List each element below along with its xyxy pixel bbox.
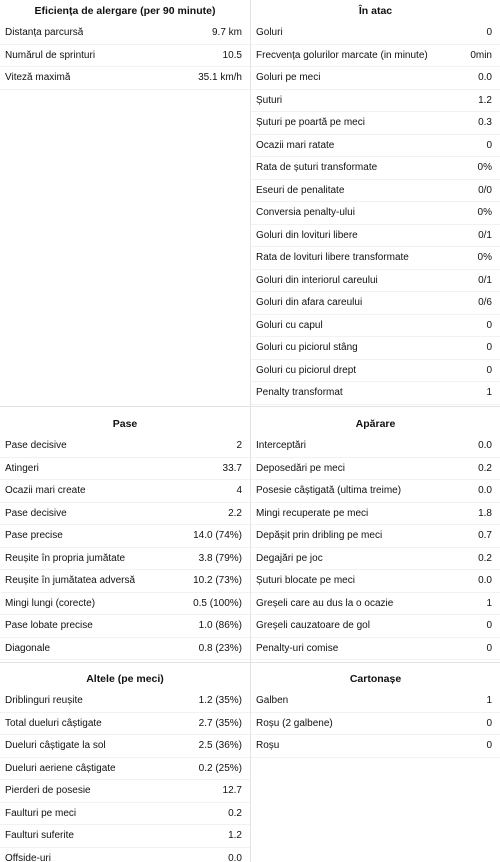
stat-row xyxy=(251,360,500,383)
stat-row xyxy=(251,382,500,405)
attack-section xyxy=(251,0,500,405)
stat-value: 33.7 xyxy=(222,462,242,474)
stat-row xyxy=(0,458,250,481)
stat-row xyxy=(251,713,500,736)
stat-value: 0/6 xyxy=(478,297,492,308)
stat-row xyxy=(0,690,250,713)
stat-row xyxy=(251,112,500,135)
running-section xyxy=(0,0,250,90)
running-title: Eficiența de alergare (per 90 minute) xyxy=(34,5,216,17)
stat-value: 35.1 km/h xyxy=(198,72,242,83)
stat-label: Total dueluri câștigate xyxy=(5,717,102,729)
stat-value: 0/1 xyxy=(478,229,492,241)
stat-label: Posesie câștigată (ultima treime) xyxy=(256,485,402,496)
stat-row xyxy=(251,570,500,593)
stat-row xyxy=(0,570,250,593)
attack-rows xyxy=(251,22,500,405)
attack-title: În atac xyxy=(358,5,393,17)
stat-label: Rata de lovituri libere transformate xyxy=(256,252,409,263)
stat-label: Mingi lungi (corecte) xyxy=(5,597,96,609)
stat-row xyxy=(251,593,500,616)
defense-title: Apărare xyxy=(355,418,396,430)
stat-row xyxy=(251,180,500,203)
stat-value: 2.5 (36%) xyxy=(198,740,242,751)
stat-row xyxy=(251,548,500,571)
stat-value: 0.2 xyxy=(478,552,492,564)
stat-value: 0 xyxy=(486,740,492,751)
stat-value: 0.2 xyxy=(228,807,242,819)
stat-row xyxy=(0,548,250,571)
stat-row xyxy=(0,758,250,781)
stat-row xyxy=(251,292,500,315)
cards-rows xyxy=(251,690,500,758)
stat-label: Reușite în propria jumătate xyxy=(5,552,126,564)
stat-label: Pierderi de posesie xyxy=(5,785,91,796)
stat-row xyxy=(251,270,500,293)
stat-row xyxy=(251,480,500,503)
stat-label: Frecvența golurilor marcate (in minute) xyxy=(256,49,428,61)
stat-value: 10.2 (73%) xyxy=(193,575,242,586)
stat-label: Distanța parcursă xyxy=(5,27,84,38)
stat-row xyxy=(0,713,250,736)
defense-rows xyxy=(251,435,500,660)
stat-label: Penalty-uri comise xyxy=(256,642,339,654)
stat-label: Faulturi pe meci xyxy=(5,807,77,819)
stat-value: 0% xyxy=(477,207,492,218)
stat-value: 0/1 xyxy=(478,274,492,286)
stat-label: Goluri xyxy=(256,27,283,38)
stat-value: 0.2 xyxy=(478,462,492,474)
stat-row xyxy=(0,638,250,661)
stat-row xyxy=(0,480,250,503)
stat-value: 1 xyxy=(486,597,492,609)
passing-rows xyxy=(0,435,250,660)
stat-label: Șuturi blocate pe meci xyxy=(256,575,355,586)
stat-row xyxy=(0,435,250,458)
stat-row xyxy=(251,503,500,526)
stat-value: 1.2 xyxy=(478,94,492,106)
stat-value: 0 xyxy=(486,139,492,151)
stat-row xyxy=(0,67,250,90)
stat-label: Faulturi suferite xyxy=(5,830,74,841)
stat-row xyxy=(0,615,250,638)
stat-value: 0.0 xyxy=(478,72,492,83)
stat-label: Roșu xyxy=(256,740,280,751)
stat-value: 0 xyxy=(486,319,492,331)
stat-row xyxy=(251,225,500,248)
stat-row xyxy=(251,435,500,458)
stat-value: 0.0 xyxy=(478,575,492,586)
stat-label: Șuturi pe poartă pe meci xyxy=(256,117,365,128)
stat-label: Galben xyxy=(256,695,289,706)
stat-row xyxy=(251,735,500,758)
stat-label: Goluri din interiorul careului xyxy=(256,274,378,286)
stat-row xyxy=(251,690,500,713)
stat-value: 10.5 xyxy=(222,49,242,61)
stat-label: Goluri cu capul xyxy=(256,319,323,331)
stat-row xyxy=(251,525,500,548)
stat-label: Degajări pe joc xyxy=(256,552,323,564)
passing-section xyxy=(0,413,250,660)
stat-row xyxy=(0,780,250,803)
stat-label: Numărul de sprinturi xyxy=(5,49,96,61)
stat-row xyxy=(251,247,500,270)
stat-value: 0 xyxy=(486,27,492,38)
stat-label: Depășit prin dribling pe meci xyxy=(256,530,383,541)
stat-row xyxy=(251,90,500,113)
stat-value: 0.3 xyxy=(478,117,492,128)
stat-value: 9.7 km xyxy=(211,27,242,38)
stat-row xyxy=(251,337,500,360)
stat-label: Ocazii mari create xyxy=(5,485,86,496)
stat-value: 14.0 (74%) xyxy=(193,530,242,541)
stat-label: Viteză maximă xyxy=(5,72,71,83)
stat-row xyxy=(251,157,500,180)
defense-section xyxy=(251,413,500,660)
stat-row xyxy=(0,22,250,45)
stat-value: 0.7 xyxy=(478,530,492,541)
stat-value: 0.8 (23%) xyxy=(198,642,242,654)
stat-row xyxy=(0,735,250,758)
other-section xyxy=(0,668,250,862)
stat-row xyxy=(0,593,250,616)
stat-label: Șuturi xyxy=(256,94,283,106)
stat-value: 0 xyxy=(486,364,492,376)
stat-label: Pase precise xyxy=(5,530,63,541)
stat-row xyxy=(251,458,500,481)
cards-section xyxy=(251,668,500,758)
stat-label: Pase decisive xyxy=(5,440,67,451)
stat-label: Deposedări pe meci xyxy=(256,462,345,474)
other-title: Altele (pe meci) xyxy=(86,673,164,685)
stat-label: Driblinguri reușite xyxy=(5,695,83,706)
stat-label: Penalty transformat xyxy=(256,387,343,398)
stat-label: Interceptări xyxy=(256,440,307,451)
stat-value: 12.7 xyxy=(222,785,242,796)
stat-value: 2 xyxy=(236,440,242,451)
row-divider-1 xyxy=(0,406,500,407)
stat-label: Offside-uri xyxy=(5,852,51,862)
stat-value: 0% xyxy=(477,162,492,173)
stat-label: Pase lobate precise xyxy=(5,620,93,631)
stat-row xyxy=(251,615,500,638)
stat-value: 1.0 (86%) xyxy=(198,620,242,631)
stat-row xyxy=(251,202,500,225)
stat-label: Mingi recuperate pe meci xyxy=(256,507,369,519)
running-rows xyxy=(0,22,250,90)
stat-value: 0 xyxy=(486,620,492,631)
stat-label: Greșeli cauzatoare de gol xyxy=(256,620,370,631)
stat-label: Reușite în jumătatea adversă xyxy=(5,575,136,586)
stat-value: 1.2 (35%) xyxy=(198,695,242,706)
stat-label: Goluri din lovituri libere xyxy=(256,229,358,241)
stat-value: 1 xyxy=(486,387,492,398)
cards-title: Cartonașe xyxy=(349,673,402,685)
stat-label: Diagonale xyxy=(5,642,51,654)
stat-value: 0.0 xyxy=(478,440,492,451)
stat-label: Dueluri aeriene câștigate xyxy=(5,762,116,774)
stat-row xyxy=(251,135,500,158)
stat-row xyxy=(0,45,250,68)
stat-value: 1.8 xyxy=(478,507,492,519)
stat-value: 0.0 xyxy=(228,852,242,862)
stat-row xyxy=(251,638,500,661)
stat-row xyxy=(0,825,250,848)
stat-label: Pase decisive xyxy=(5,507,67,519)
stat-value: 2.2 xyxy=(228,507,242,519)
stat-value: 0 xyxy=(486,717,492,729)
stat-label: Eseuri de penalitate xyxy=(256,184,345,196)
stat-row xyxy=(0,803,250,826)
stat-label: Atingeri xyxy=(5,462,39,474)
stat-row xyxy=(251,315,500,338)
stat-value: 1.2 xyxy=(228,830,242,841)
stat-value: 0 xyxy=(486,342,492,353)
stat-row xyxy=(251,45,500,68)
stat-label: Conversia penalty-ului xyxy=(256,207,355,218)
stat-value: 0.5 (100%) xyxy=(193,597,242,609)
stat-label: Goluri cu piciorul stâng xyxy=(256,342,358,353)
stat-label: Greșeli care au dus la o ocazie xyxy=(256,597,394,609)
stat-label: Rata de șuturi transformate xyxy=(256,162,378,173)
stat-value: 0.0 xyxy=(478,485,492,496)
stat-value: 0.2 (25%) xyxy=(198,762,242,774)
stat-label: Dueluri câștigate la sol xyxy=(5,740,106,751)
stat-row xyxy=(251,22,500,45)
passing-title: Pase xyxy=(112,418,138,430)
stat-value: 4 xyxy=(236,485,242,496)
stat-label: Ocazii mari ratate xyxy=(256,139,335,151)
stat-value: 1 xyxy=(486,695,492,706)
stat-value: 0 xyxy=(486,642,492,654)
stat-label: Roșu (2 galbene) xyxy=(256,717,333,729)
stat-label: Goluri cu piciorul drept xyxy=(256,364,357,376)
stat-value: 0min xyxy=(470,49,492,61)
stat-row xyxy=(0,525,250,548)
stat-value: 2.7 (35%) xyxy=(198,717,242,729)
stat-row xyxy=(0,848,250,862)
stat-value: 0% xyxy=(477,252,492,263)
stat-value: 3.8 (79%) xyxy=(198,552,242,564)
other-rows xyxy=(0,690,250,862)
stat-row xyxy=(0,503,250,526)
stat-row xyxy=(251,67,500,90)
stat-label: Goluri din afara careului xyxy=(256,297,363,308)
row-divider-2 xyxy=(0,662,500,663)
stat-value: 0/0 xyxy=(478,184,492,196)
stat-label: Goluri pe meci xyxy=(256,72,321,83)
